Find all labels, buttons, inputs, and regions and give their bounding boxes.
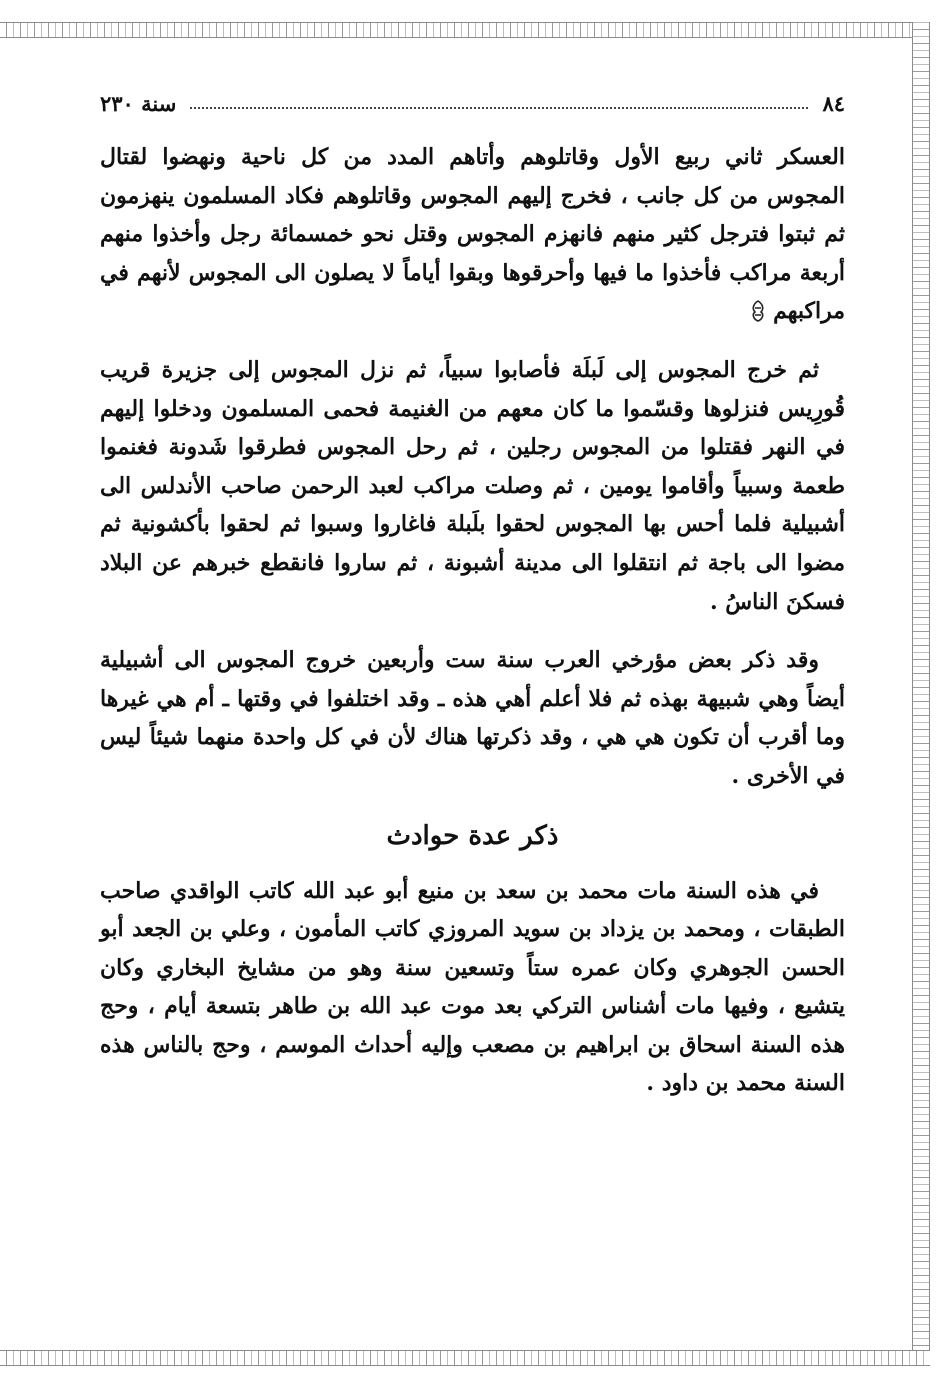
paragraph-2: ثم خرج المجوس إلى لَبلَة فأصابوا سبياً، ثم نزل المجوس إلى جزيرة قريب قُورِيس فنزلوها وقسّموا ما كان معهم من الغنيمة فحمى المسلمون ودخلوا إليهم في النهر فقتلوا من المجوس رجلين ، ثم رحل المجوس فطرقوا شَدونة فغنموا طعمة وسبياً وأقاموا يومين ، ثم وصلت مراكب لعبد الرحمن صاحب الأندلس الى أشبيلية فلما أحس بها المجوس لحقوا بلَبلة فاغاروا وسبوا ثم لحقوا بأكشونية ثم مضوا الى باجة ثم انتقلوا الى مدينة أشبونة ، ثم ساروا فانقطع خبرهم عن البلاد فسكنَ الناسُ . xyxy=(100,356,845,615)
paragraph-gap xyxy=(100,621,845,641)
page-number: ٨٤ xyxy=(822,90,845,116)
section-paragraph: في هذه السنة مات محمد بن سعد بن منيع أبو عبد الله كاتب الواقدي صاحب الطبقات ، ومحمد بن يزداد بن سويد المروزي كاتب المأمون ، وعلي بن الجعد أبو الحسن الجوهري وكان عمره ستاً وتسعين سنة وهو من مشايخ البخاري وكان يتشيع ، وفيها مات أشناس التركي بعد موت عبد الله بن طاهر بتسعة أيام ، وحج هذه السنة اسحاق بن ابراهيم بن مصعب وإليه أحداث الموسم ، وحج بالناس هذه السنة محمد بن داود . xyxy=(100,877,845,1097)
section-title: ذكر عدة حوادث xyxy=(386,820,559,851)
year-label: سنة ٢٣٠ xyxy=(100,90,177,116)
honorific-glyph-icon xyxy=(749,300,767,322)
paragraph-3: وقد ذكر بعض مؤرخي العرب سنة ست وأربعين خروج المجوس الى أشبيلية أيضاً وهي شبيهة بهذه ثم فلا أعلم أهي هذه ـ وقد اختلفوا في وقتها ـ أم هي غيرها وما أقرب أن تكون هي هي ، وقد ذكرتها هناك لأن في كل واحدة منهما شيئاً ليس في الأخرى . xyxy=(100,647,845,789)
page-body xyxy=(100,138,845,1103)
paragraph-1-text: العسكر ثاني ربيع الأول وقاتلوهم وأتاهم المدد من كل ناحية ونهضوا لقتال المجوس من كل جانب ، فخرج إليهم المجوس وقاتلوهم فكاد المسلمون ينهزمون ثم ثبتوا فترجل كثير منهم فانهزم المجوس وقتل نحو خمسمائة رجل وأخذوا منهم أربعة مراكب فأخذوا ما فيها وأحرقوها وبقوا أياماً لا يصلون الى المجوس لأنهم في مراكبهم xyxy=(100,144,845,325)
paragraph-1 xyxy=(100,138,845,331)
paragraph-gap xyxy=(100,331,845,351)
decorative-border-bottom xyxy=(0,1350,930,1366)
header-dotted-leader xyxy=(190,107,808,109)
page-header xyxy=(100,88,845,118)
decorative-border-right xyxy=(912,22,930,1366)
decorative-border-top xyxy=(0,22,930,38)
